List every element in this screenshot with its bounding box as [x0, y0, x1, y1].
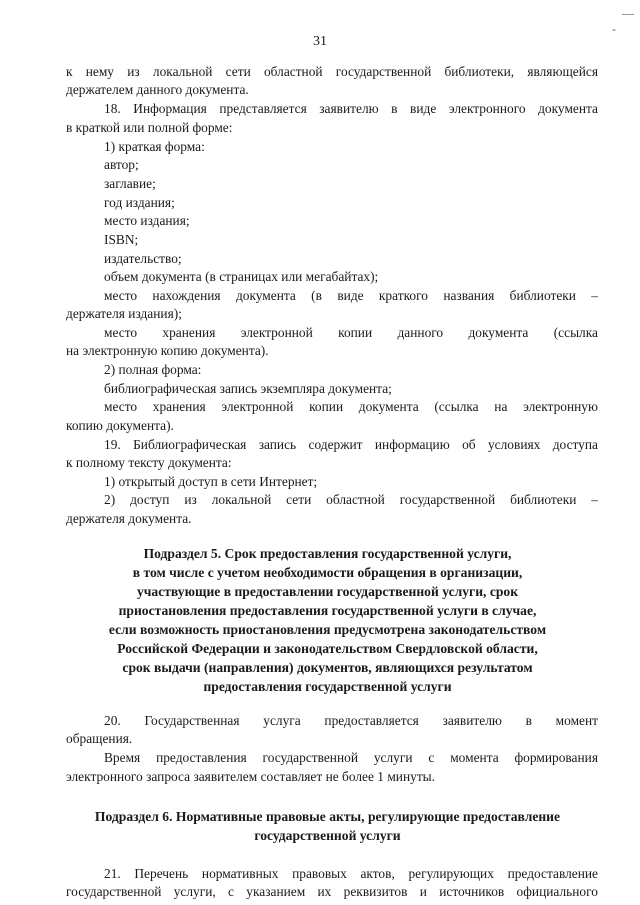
- text-line: электронного запроса заявителем составляет не более 1 минуты.: [66, 769, 436, 784]
- text-line: 21. Перечень нормативных правовых актов, регулирующих предоставление: [104, 866, 598, 881]
- heading-line: в том числе с учетом необходимости обращения в организации,: [132, 565, 523, 580]
- text-line: издательство;: [104, 251, 182, 266]
- heading-line: участвующие в предоставлении государственной услуги, срок: [136, 584, 519, 599]
- text-line: заглавие;: [104, 176, 156, 191]
- text-line: библиографическая запись экземпляра документа;: [104, 381, 392, 396]
- text-line: 1) открытый доступ в сети Интернет;: [104, 474, 318, 489]
- text-line: 2) полная форма:: [104, 362, 202, 377]
- text-line: автор;: [104, 157, 139, 172]
- heading-line: если возможность приостановления предусмотрена законодательством: [108, 622, 547, 637]
- text-line: держателем данного документа.: [66, 82, 249, 97]
- text-line: держателя издания);: [66, 306, 182, 321]
- text-line: государственной услуги, с указанием их реквизитов и источников официального: [66, 884, 598, 899]
- text-line: год издания;: [104, 195, 175, 210]
- text-line: 20. Государственная услуга предоставляется заявителю в момент: [104, 713, 598, 728]
- text-line: в краткой или полной форме:: [66, 120, 233, 135]
- text-line: место хранения электронной копии данного документа (ссылка: [104, 325, 598, 340]
- heading-line: Подраздел 6. Нормативные правовые акты, регулирующие предоставление: [94, 809, 561, 824]
- text-line: место хранения электронной копии документа (ссылка на электронную: [104, 399, 598, 414]
- text-line: копию документа).: [66, 418, 174, 433]
- text-line: к нему из локальной сети областной государственной библиотеки, являющейся: [66, 64, 598, 79]
- scan-mark: —: [622, 6, 634, 20]
- text-line: место нахождения документа (в виде краткого названия библиотеки –: [104, 288, 598, 303]
- text-line: на электронную копию документа).: [66, 343, 269, 358]
- text-line: Время предоставления государственной услуги с момента формирования: [104, 750, 598, 765]
- heading-line: предоставления государственной услуги: [203, 679, 452, 694]
- heading-line: государственной услуги: [254, 828, 401, 843]
- text-line: 2) доступ из локальной сети областной государственной библиотеки –: [104, 492, 598, 507]
- text-line: место издания;: [104, 213, 190, 228]
- scan-mark: ‐: [612, 22, 616, 36]
- heading-line: Подраздел 5. Срок предоставления государственной услуги,: [143, 546, 512, 561]
- heading-line: Российской Федерации и законодательством Свердловской области,: [117, 641, 538, 656]
- page-number: 31: [313, 34, 327, 49]
- text-line: к полному тексту документа:: [66, 455, 232, 470]
- heading-line: срок выдачи (направления) документов, являющихся результатом: [122, 660, 533, 675]
- text-line: объем документа (в страницах или мегабайтах);: [104, 269, 379, 284]
- text-line: обращения.: [66, 731, 133, 746]
- text-line: 1) краткая форма:: [104, 139, 205, 154]
- heading-line: приостановления предоставления государственной услуги в случае,: [118, 603, 537, 618]
- text-line: держателя документа.: [66, 511, 192, 526]
- text-line: 19. Библиографическая запись содержит информацию об условиях доступа: [104, 437, 598, 452]
- text-line: 18. Информация представляется заявителю в виде электронного документа: [104, 101, 598, 116]
- text-line: ISBN;: [104, 232, 139, 247]
